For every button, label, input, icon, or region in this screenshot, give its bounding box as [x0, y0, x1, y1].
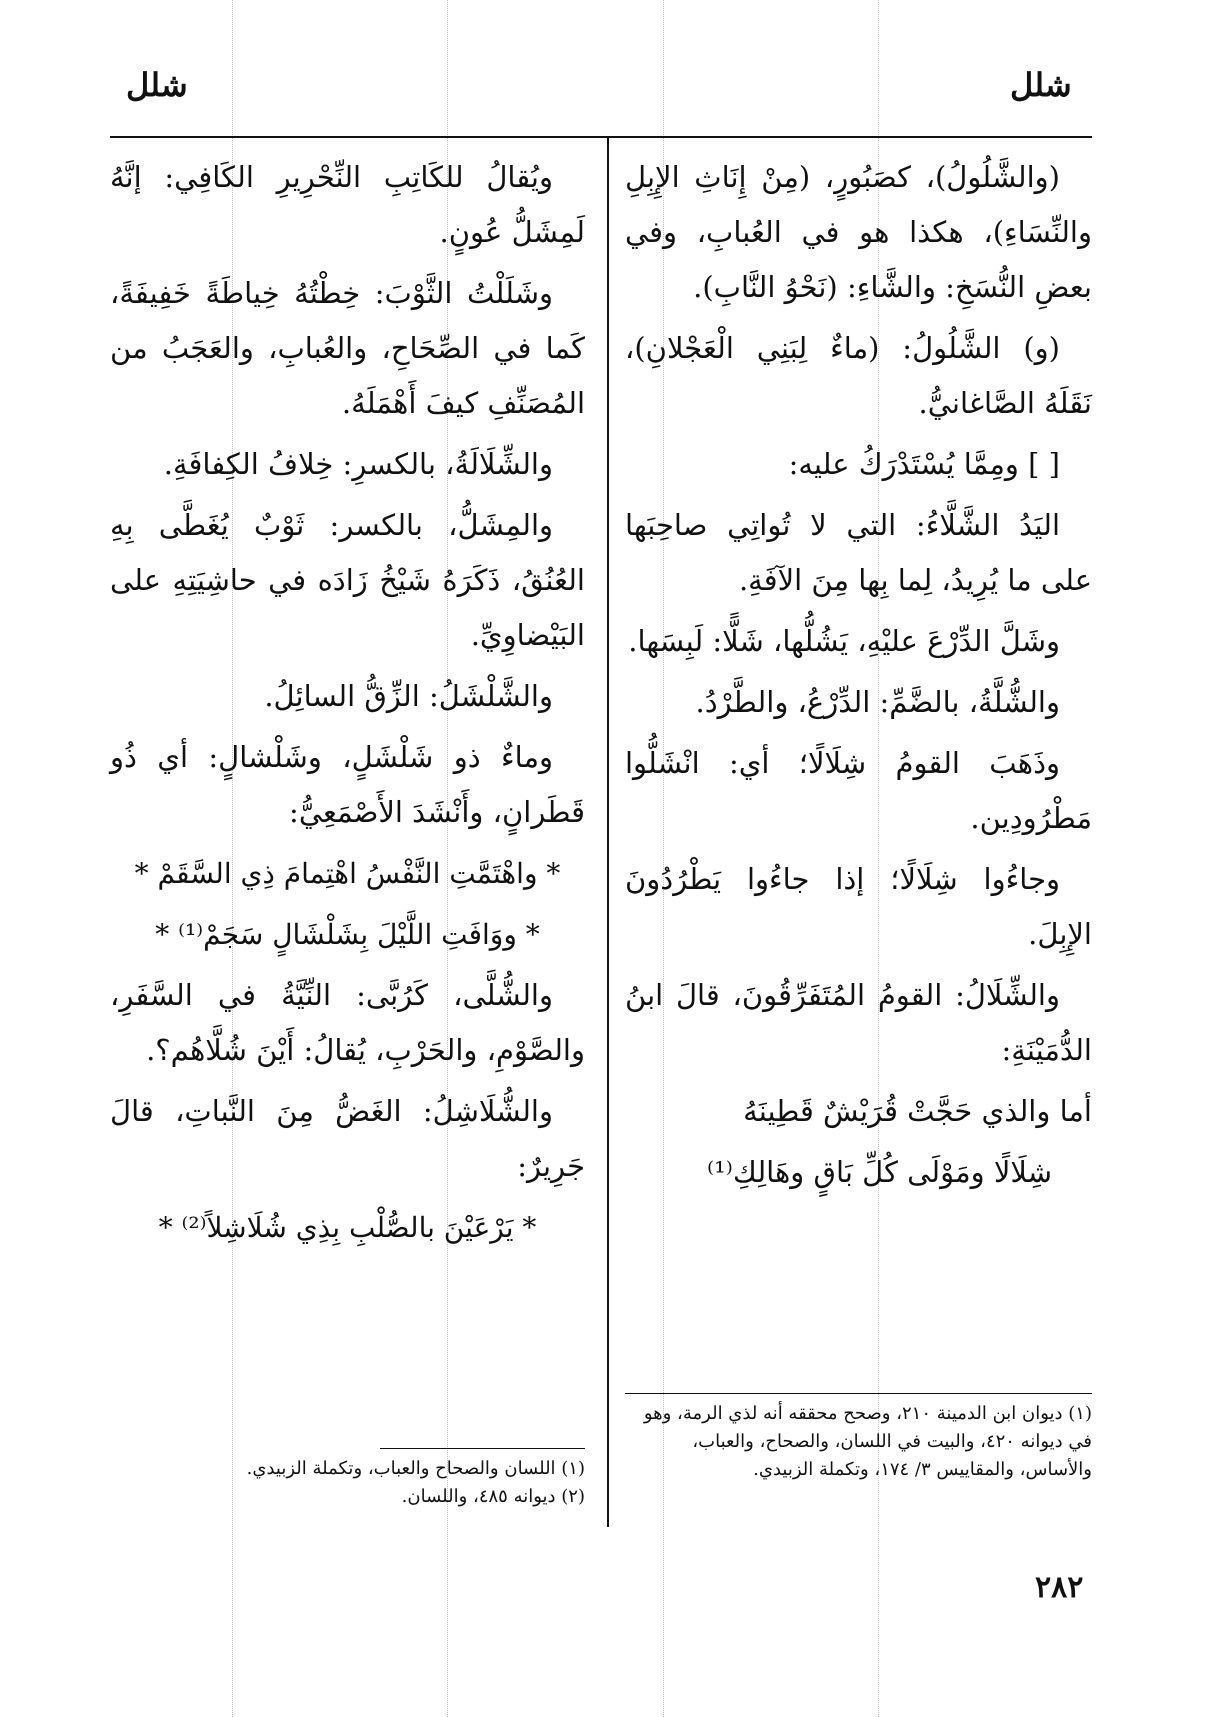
poem-line-1: أما والذي حَجَّتْ قُرَيْشٌ قَطِينَهُ: [743, 1094, 1092, 1128]
entry-paragraph: وجاءُوا شِلَالًا؛ إذا جاءُوا يَطْرُدُونَ الإِبِلَ.: [625, 862, 1092, 951]
footnote-text: (١) اللسان والصحاح والعباب، وتكملة الزبيدي.: [246, 1458, 585, 1479]
footnote-text: (١) ديوان ابن الدمينة ٢١٠، وصحح محققه أنه لذي الرمة، وهو في ديوانه ٤٢٠، والبيت في اللسان، والصحاح، والعباب، والأساس، والمقاييس ٣/ ١٧٤، وتكملة الزبيدي.: [643, 1403, 1092, 1480]
verse-line-2: * ووَافَتِ اللَّيْلَ بِشَلْشَالٍ سَجَمْ⁽¹⁾ *: [155, 918, 540, 951]
entry-paragraph: اليَدُ الشَّلَّاءُ: التي لا تُواتِي صاحِبَها على ما يُرِيدُ، لِما بِها مِنَ الآفَةِ.: [625, 508, 1092, 597]
right-footnote: [625, 1400, 1092, 1484]
footnote-text: (٢) ديوانه ٤٨٥، واللسان.: [401, 1486, 585, 1507]
entry-paragraph: وشَلَّ الدِّرْعَ عليْهِ، يَشُلُّها، شَلًّا: لَبِسَها.: [628, 624, 1060, 658]
left-footnotes: [110, 1455, 585, 1511]
entry-paragraph: وشَلَلْتُ الثَّوْبَ: خِطْتُهُ خِياطَةً خَفِيفَةً، كَما في الصِّحَاحِ، والعُبابِ، والعَجَبُ من المُصَنِّفِ كيفَ أَهْمَلَهُ.: [110, 276, 585, 420]
left-column: [110, 150, 585, 1261]
footnote-rule-left: [380, 1448, 585, 1449]
verse-line-3: * يَرْعَيْنَ بالصُّلْبِ بِذِي شُلَاشِلاً⁽²⁾ *: [158, 1211, 537, 1244]
page-number: ٢٨٢: [1035, 1570, 1084, 1605]
header-root-word-right: شلل: [1010, 66, 1072, 104]
entry-paragraph: (والشَّلُولُ)، كصَبُورٍ، (مِنْ إِنَاثِ الإِبِلِ والنِّسَاءِ)، هكذا هو في العُبابِ، وفي بعضِ النُّسَخِ: والشَّاءِ: (نَحْوُ النَّابِ).: [625, 160, 1092, 304]
entry-paragraph: وماءٌ ذو شَلْشَلٍ، وشَلْشالٍ: أي ذُو قَطَرانٍ، وأَنْشَدَ الأَصْمَعِيُّ:: [110, 740, 585, 829]
footnote-rule-right: [625, 1393, 1092, 1394]
entry-paragraph: [ ] ومِمَّا يُسْتَدْرَكُ عليه:: [788, 447, 1060, 481]
entry-paragraph: والشُّلَّةُ، بالضَّمِّ: الدِّرْعُ، والطَّرْدُ.: [695, 685, 1060, 719]
entry-paragraph: (و) الشَّلُولُ: (ماءٌ لِبَنِي الْعَجْلانِ)، نَقَلَهُ الصَّاغانيُّ.: [625, 331, 1092, 420]
right-column: [625, 150, 1092, 1206]
entry-paragraph: والشِّلَالَةُ، بالكسرِ: خِلافُ الكِفافَةِ.: [163, 447, 553, 481]
header-root-word-left: شلل: [126, 66, 188, 104]
verse-line-1: * واهْتَمَّتِ النَّفْسُ اهْتِمامَ ذِي السَّقَمْ *: [134, 857, 561, 890]
column-divider: [607, 137, 609, 1527]
entry-paragraph: والشِّلَالُ: القومُ المُتَفَرِّقُونَ، قالَ ابنُ الدُّمَيْنَةِ:: [625, 978, 1092, 1067]
header-rule: [110, 136, 1092, 138]
entry-paragraph: والشَّلْشَلُ: الزِّقُّ السائِلُ.: [264, 679, 553, 713]
entry-paragraph: والشُّلَاشِلُ: الغَضُّ مِنَ النَّباتِ، قالَ جَرِيرٌ:: [110, 1094, 585, 1183]
entry-paragraph: والمِشَلُّ، بالكسر: ثَوْبٌ يُغَطَّى بِهِ العُنُقُ، ذَكَرَهُ شَيْخُ زَادَه في حاشِيَتِهِ على البَيْضاوِيِّ.: [110, 508, 585, 652]
entry-paragraph: ويُقالُ للكَاتِبِ النِّحْرِيرِ الكَافِي: إنَّهُ لَمِشَلُّ عُونٍ.: [110, 160, 585, 249]
entry-paragraph: وذَهَبَ القومُ شِلَالًا؛ أي: انْشَلُّوا مَطْرُودِين.: [625, 746, 1092, 835]
poem-line-2: شِلَالًا ومَوْلَى كُلِّ بَاقٍ وهَالِكِ⁽¹⁾: [706, 1155, 1052, 1189]
entry-paragraph: والشُّلَّى، كَرُبَّى: النِّيَّةُ في السَّفَرِ، والصَّوْمِ، والحَرْبِ، يُقالُ: أَيْنَ شُلَّاهُم؟.: [110, 978, 585, 1067]
